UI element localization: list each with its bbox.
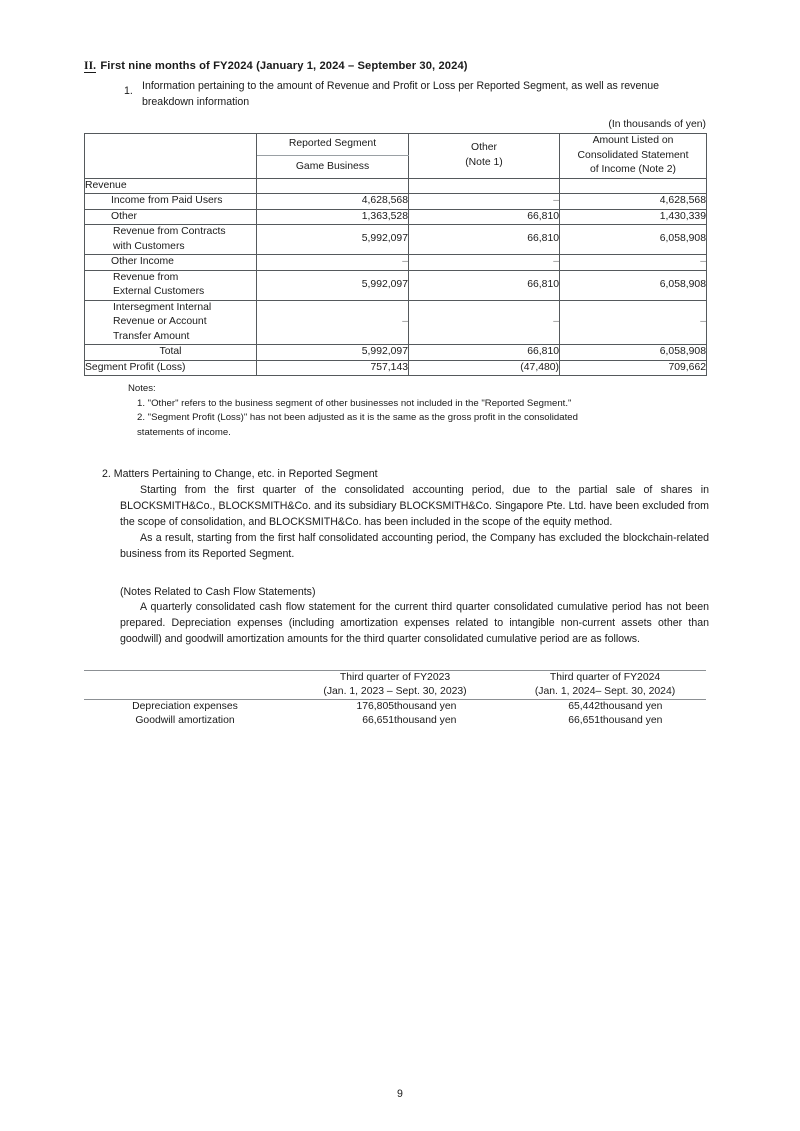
cell-amount: 6,058,908 — [560, 225, 707, 255]
cell-other: 66,810 — [409, 345, 560, 361]
cell-fy2023-value: 176,805 — [356, 700, 394, 712]
cell-other: 66,810 — [409, 270, 560, 300]
section-2-paragraph-2: As a result, starting from the first half consolidated accounting period, the Company has excluded the blockchain-related business from its Reported Segment. — [120, 531, 709, 560]
table-row — [85, 225, 707, 255]
table-row — [84, 699, 706, 714]
cell-game — [257, 178, 409, 194]
section-3-heading: (Notes Related to Cash Flow Statements) — [120, 586, 316, 599]
row-label: Depreciation expenses — [132, 700, 238, 712]
cell-fy2023-unit: thousand yen — [394, 700, 457, 712]
header-game-business: Game Business — [257, 156, 409, 178]
cashflow-header-row — [84, 670, 706, 699]
row-label: Other Income — [85, 255, 257, 271]
table-row — [85, 255, 707, 271]
cell-game: 757,143 — [257, 360, 409, 376]
cashflow-header-fy2023-line2: (Jan. 1, 2023 – Sept. 30, 2023) — [323, 685, 467, 697]
cell-other — [409, 300, 560, 345]
segment-table-header-group — [85, 134, 707, 179]
empty-dash: – — [402, 256, 408, 267]
row-label: Revenue from External Customers — [85, 270, 257, 300]
row-label: Revenue from Contracts with Customers — [85, 225, 257, 255]
cashflow-table — [84, 670, 706, 728]
cell-fy2024-unit: thousand yen — [600, 714, 663, 726]
cell-fy2023-value: 66,651 — [362, 714, 394, 726]
section-2-heading: 2. Matters Pertaining to Change, etc. in Reported Segment — [102, 468, 378, 481]
cell-fy2024-value: 65,442 — [568, 700, 601, 712]
cell-game: 5,992,097 — [257, 345, 409, 361]
section-roman-numeral: II. — [84, 60, 97, 72]
cell-amount — [560, 255, 707, 271]
note-item-2: 2. "Segment Profit (Loss)" has not been adjusted as it is the same as the gross profit in the consolidated — [137, 412, 578, 424]
cell-game: 4,628,568 — [257, 194, 409, 210]
cell-amount — [560, 178, 707, 194]
header-blank-cell — [85, 134, 257, 179]
empty-dash: – — [553, 256, 559, 267]
item-text: Information pertaining to the amount of Revenue and Profit or Loss per Reported Segment, as well as revenue breakdown information — [142, 80, 660, 108]
cell-amount — [560, 300, 707, 345]
cashflow-header-blank — [84, 670, 286, 699]
unit-note: (In thousands of yen) — [608, 119, 706, 130]
cell-fy2024-unit: thousand yen — [600, 700, 663, 712]
cell-other: 66,810 — [409, 225, 560, 255]
cashflow-header-fy2024-line2: (Jan. 1, 2024– Sept. 30, 2024) — [534, 685, 676, 697]
row-label: Other — [85, 209, 257, 225]
cell-game: 5,992,097 — [257, 270, 409, 300]
page-number: 9 — [397, 1088, 403, 1100]
empty-dash: – — [553, 195, 559, 206]
header-reported-segment: Reported Segment — [257, 134, 409, 156]
table-row — [84, 714, 706, 728]
note-item-2-continuation: statements of income. — [137, 426, 231, 438]
table-row — [85, 209, 707, 225]
section-3-paragraph: A quarterly consolidated cash flow statement for the current third quarter consolidated cumulative period has not been prepared. Depreciation expenses (including amortization expenses related to intangible non-current assets other than goodwill) and goodwill amortization amounts for the third quarter consolidated cumulative period are as follows. — [120, 601, 709, 645]
header-amount-line3: of Income (Note 2) — [589, 164, 677, 175]
cell-other — [409, 255, 560, 271]
header-amount-line2: Consolidated Statement — [577, 149, 689, 161]
section-3 — [120, 584, 709, 647]
row-label: Income from Paid Users — [85, 194, 257, 210]
empty-dash: – — [402, 316, 408, 327]
section-title: First nine months of FY2024 (January 1, 2024 – September 30, 2024) — [100, 60, 468, 72]
empty-dash: – — [700, 316, 706, 327]
row-label: Segment Profit (Loss) — [85, 360, 257, 376]
cell-amount: 709,662 — [560, 360, 707, 376]
cashflow-header-fy2024-line1: Third quarter of FY2024 — [549, 671, 661, 683]
segment-table — [84, 133, 707, 376]
header-amount-line1: Amount Listed on — [592, 135, 674, 146]
cashflow-table-body — [84, 699, 706, 728]
cell-game: 1,363,528 — [257, 209, 409, 225]
cell-other: (47,480) — [409, 360, 560, 376]
table-row — [85, 345, 707, 361]
table-row — [85, 270, 707, 300]
row-label: Total — [85, 345, 257, 361]
table-row — [85, 300, 707, 345]
cashflow-header-fy2023-line1: Third quarter of FY2023 — [339, 671, 451, 683]
segment-table-body — [85, 178, 707, 376]
page-content — [84, 58, 709, 728]
cell-amount: 1,430,339 — [560, 209, 707, 225]
empty-dash: – — [553, 316, 559, 327]
cashflow-header-fy2024 — [504, 670, 706, 699]
cell-other — [409, 194, 560, 210]
notes-title: Notes: — [128, 383, 156, 394]
row-label: Intersegment Internal Revenue or Account Transfer Amount — [85, 300, 257, 345]
item-number: 1. — [124, 85, 133, 97]
table-row — [85, 360, 707, 376]
cell-game — [257, 255, 409, 271]
cell-amount: 6,058,908 — [560, 345, 707, 361]
header-other-line1: Other — [471, 142, 497, 154]
cell-fy2024-value: 66,651 — [568, 714, 601, 726]
cell-fy2023-unit: thousand yen — [394, 714, 457, 726]
table-row — [85, 194, 707, 210]
cell-amount: 6,058,908 — [560, 270, 707, 300]
row-label: Revenue — [85, 178, 257, 194]
empty-dash: – — [700, 256, 706, 267]
table-row — [85, 178, 707, 194]
section-heading — [84, 58, 709, 74]
cell-other — [409, 178, 560, 194]
header-other — [409, 134, 560, 179]
table-notes — [128, 382, 709, 440]
section-2-paragraph-1: Starting from the first quarter of the consolidated accounting period, due to the partial sale of shares in BLOCKSMITH&Co., BLOCKSMITH&Co. and its subsidiary BLOCKSMITH&Co. Singapore Pte. Ltd. have been excluded from the scope of consolidation, and BLOCKSMITH&Co. has been included in the scope of the equity method. — [120, 484, 709, 528]
cashflow-header-fy2023 — [286, 670, 504, 699]
note-item-1: 1. "Other" refers to the business segment of other businesses not included in the "Reported Segment." — [137, 397, 572, 409]
cell-amount: 4,628,568 — [560, 194, 707, 210]
cell-other: 66,810 — [409, 209, 560, 225]
row-label: Goodwill amortization — [135, 714, 235, 726]
cell-game: 5,992,097 — [257, 225, 409, 255]
table-header-row-1 — [85, 134, 707, 156]
section-2 — [102, 466, 709, 562]
header-other-line2: (Note 1) — [465, 156, 503, 168]
numbered-item-1 — [120, 79, 709, 110]
cell-game — [257, 300, 409, 345]
header-amount-consolidated — [560, 134, 707, 179]
